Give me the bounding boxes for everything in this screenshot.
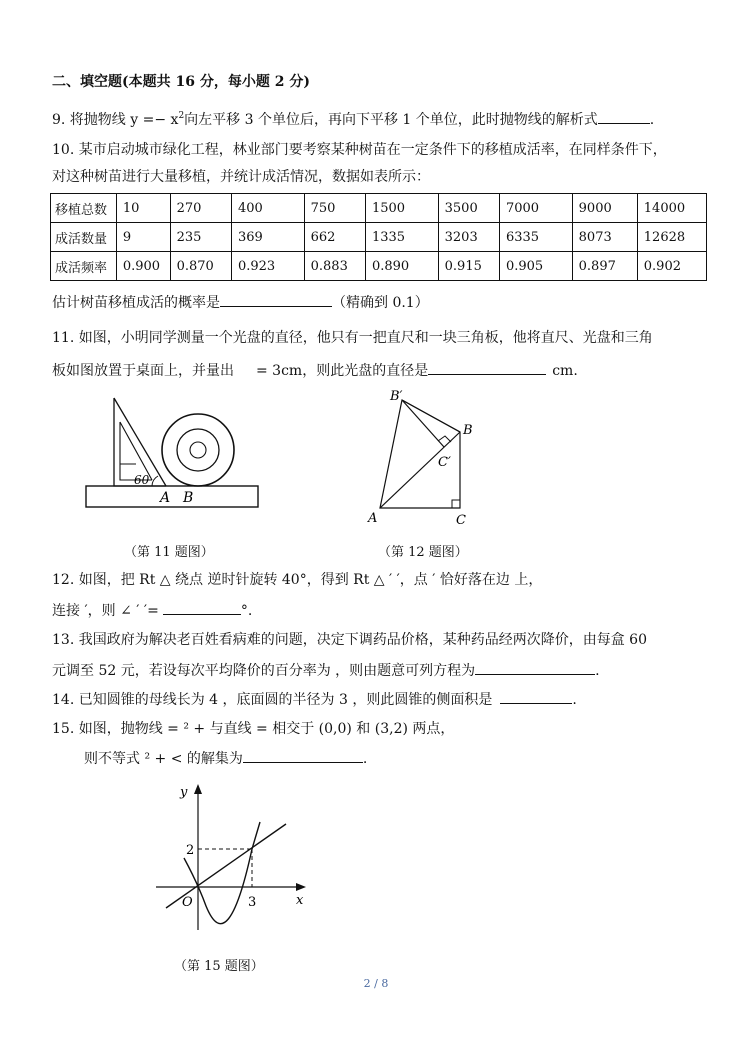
table-row-header: 成活数量 xyxy=(51,223,117,252)
q15-answer-blank[interactable] xyxy=(243,748,363,763)
q10-estimate-text: 估计树苗移植成活的概率是 xyxy=(52,295,220,311)
table-cell: 12628 xyxy=(637,223,706,252)
table-cell: 9 xyxy=(116,223,170,252)
y-axis-label: y xyxy=(180,785,188,800)
table-cell: 0.890 xyxy=(365,252,438,281)
table-cell: 10 xyxy=(116,194,170,223)
table-cell: 8073 xyxy=(572,223,637,252)
figure-12-outline xyxy=(380,400,460,508)
q11-unit: cm. xyxy=(552,363,578,379)
table-cell: 6335 xyxy=(499,223,572,252)
table-cell: 0.883 xyxy=(304,252,365,281)
segment-bprime-cprime xyxy=(402,400,444,447)
origin-label: O xyxy=(182,895,193,910)
question-14 xyxy=(52,689,577,710)
q11-line-2 xyxy=(52,360,578,381)
point-label-a: A xyxy=(160,490,171,506)
figure-12-rotated-triangles xyxy=(360,384,484,534)
disc-center-hole xyxy=(190,442,206,458)
q10-precision-note: （精确到 0.1） xyxy=(332,295,429,311)
table-cell: 3203 xyxy=(438,223,499,252)
y-tick-label: 2 xyxy=(186,843,195,858)
disc-middle-circle xyxy=(177,429,219,471)
q12-degree: °. xyxy=(240,603,253,619)
q9-end: . xyxy=(649,112,655,128)
q12-line-2 xyxy=(52,600,252,621)
table-cell: 3500 xyxy=(438,194,499,223)
figure-11-caption: （第 11 题图） xyxy=(124,545,214,560)
label-b-prime: B′ xyxy=(390,389,403,404)
section-title: 二、填空题(本题共 16 分，每小题 2 分) xyxy=(52,74,310,90)
right-angle-mark-cprime xyxy=(438,436,451,442)
question-9 xyxy=(52,106,654,130)
table-cell: 0.915 xyxy=(438,252,499,281)
page-number: 2 / 8 xyxy=(363,977,389,990)
figure-11-ruler-disc-triangle xyxy=(80,392,270,514)
q13-answer-blank[interactable] xyxy=(475,660,595,675)
q13-line-1: 13. 我国政府为解决老百姓看病难的问题，决定下调药品价格，某种药品经两次降价，由每盒 60 xyxy=(52,632,647,648)
q9-answer-blank[interactable] xyxy=(598,109,650,124)
q10-estimate xyxy=(52,292,429,313)
q14-text: 14. 已知圆锥的母线长为 4 ，底面圆的半径为 3 ，则此圆锥的侧面积是 xyxy=(52,692,493,708)
triangle-board-inner-edge xyxy=(120,422,152,480)
q14-answer-blank[interactable] xyxy=(500,689,572,704)
table-row xyxy=(51,252,707,281)
table-cell: 0.897 xyxy=(572,252,637,281)
table-cell: 750 xyxy=(304,194,365,223)
point-label-b: B xyxy=(183,490,194,506)
disc-outer-circle xyxy=(162,414,234,486)
table-cell: 0.923 xyxy=(231,252,304,281)
table-row-header: 成活频率 xyxy=(51,252,117,281)
label-c: C xyxy=(456,513,466,528)
y-axis-arrow xyxy=(194,784,202,794)
segment-bprime-b xyxy=(402,400,460,432)
table-cell: 1335 xyxy=(365,223,438,252)
table-cell: 400 xyxy=(231,194,304,223)
q15-line-1: 15. 如图，抛物线 = ² + 与直线 = 相交于 (0,0) 和 (3,2) 两点， xyxy=(52,721,455,737)
q13-text-pre: 元调至 52 元，若设每次平均降价的百分率为 ，则由题意可列方程为 xyxy=(52,663,476,679)
table-cell: 9000 xyxy=(572,194,637,223)
label-b: B xyxy=(463,423,473,438)
table-row-header: 移植总数 xyxy=(51,194,117,223)
figure-12-caption: （第 12 题图） xyxy=(378,545,468,560)
angle-arc xyxy=(152,476,158,486)
table-cell: 0.905 xyxy=(499,252,572,281)
table-cell: 235 xyxy=(170,223,231,252)
x-axis-arrow xyxy=(296,883,306,891)
q13-line-2 xyxy=(52,660,600,681)
table-cell: 1500 xyxy=(365,194,438,223)
table-cell: 0.902 xyxy=(637,252,706,281)
table-cell: 662 xyxy=(304,223,365,252)
table-cell: 369 xyxy=(231,223,304,252)
figure-15-parabola-line xyxy=(150,780,320,940)
q11-text-mid: = 3cm，则此光盘的直径是 xyxy=(256,363,429,379)
q12-line-1: 12. 如图，把 Rt △ 绕点 逆时针旋转 40°，得到 Rt △ ′ ′，点 ′ 恰好落在边 上， xyxy=(52,572,543,588)
q15-text-pre: 则不等式 ² + < 的解集为 xyxy=(84,751,243,767)
transplant-data-table xyxy=(50,193,707,281)
q11-text-pre: 板如图放置于桌面上，并量出 xyxy=(52,363,234,379)
table-cell: 0.870 xyxy=(170,252,231,281)
label-c-prime: C′ xyxy=(438,455,451,470)
x-tick-label: 3 xyxy=(248,895,257,910)
q15-end: . xyxy=(362,751,368,767)
table-row xyxy=(51,223,707,252)
q12-text-pre: 连接 ′，则 ∠ ′ ′= xyxy=(52,603,159,619)
table-row xyxy=(51,194,707,223)
q11-line-1: 11. 如图，小明同学测量一个光盘的直径，他只有一把直尺和一块三角板，他将直尺、光盘和三角 xyxy=(52,330,653,346)
table-cell: 14000 xyxy=(637,194,706,223)
angle-label-60: 60 xyxy=(134,473,150,487)
q9-exponent: 2 xyxy=(178,111,185,121)
table-cell: 270 xyxy=(170,194,231,223)
figure-15-caption: （第 15 题图） xyxy=(174,959,264,974)
table-cell: 7000 xyxy=(499,194,572,223)
q10-answer-blank[interactable] xyxy=(220,292,332,307)
ruler-shape xyxy=(86,486,258,507)
q10-line-1: 10. 某市启动城市绿化工程，林业部门要考察某种树苗在一定条件下的移植成活率，在同样条件下， xyxy=(52,142,667,158)
q9-text-post: 向左平移 3 个单位后，再向下平移 1 个单位，此时抛物线的解析式 xyxy=(184,112,598,128)
label-a: A xyxy=(368,511,378,526)
x-axis-label: x xyxy=(296,893,304,908)
q10-line-2: 对这种树苗进行大量移植，并统计成活情况，数据如表所示： xyxy=(52,169,430,185)
table-cell: 0.900 xyxy=(116,252,170,281)
q11-answer-blank[interactable] xyxy=(428,360,546,375)
q12-answer-blank[interactable] xyxy=(163,600,241,615)
q14-end: . xyxy=(572,692,577,708)
q13-end: . xyxy=(595,663,600,679)
q15-line-2 xyxy=(84,748,367,769)
q9-text-pre: 9. 将抛物线 y =− x xyxy=(52,112,179,128)
segment-a-b xyxy=(380,432,460,508)
right-angle-mark-c xyxy=(452,500,460,508)
